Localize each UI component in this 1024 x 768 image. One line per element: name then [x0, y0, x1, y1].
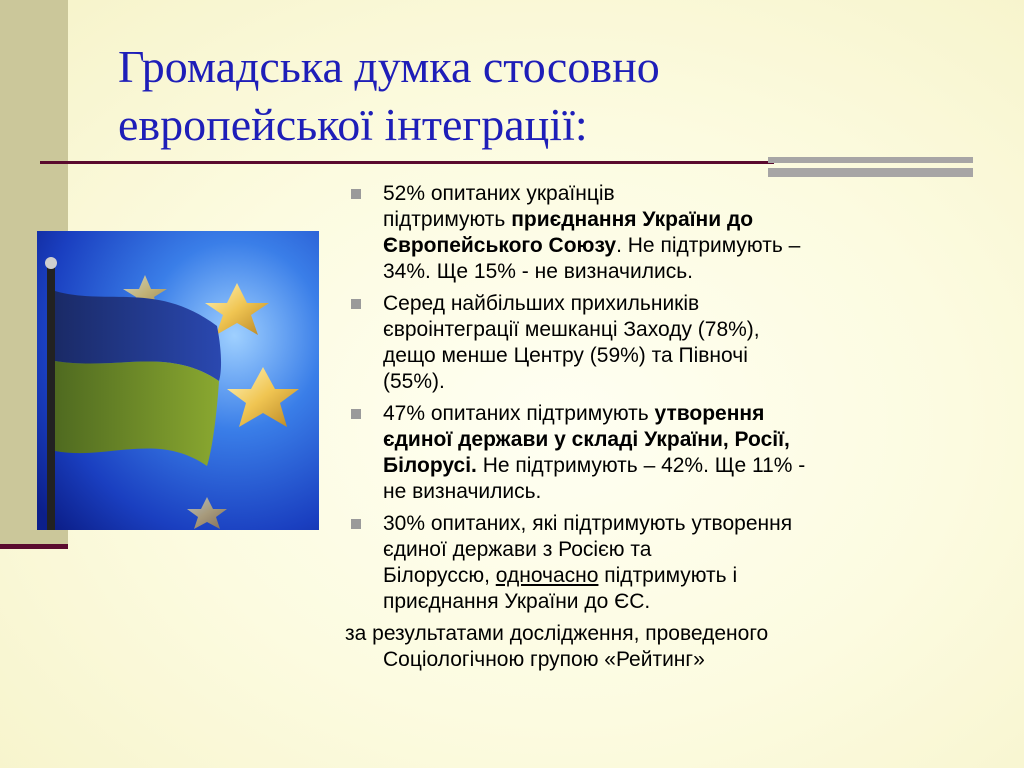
bullet-list — [345, 181, 975, 615]
bullet-square-icon — [351, 299, 361, 309]
bullet-item-1 — [345, 181, 975, 285]
emphasis-text: Білорусі. — [383, 454, 477, 477]
bullet-square-icon — [351, 189, 361, 199]
emphasis-text: утворення — [654, 402, 765, 425]
text-line: Серед найбільших прихильників — [383, 292, 700, 315]
text-line: 52% опитаних українців — [383, 182, 615, 205]
slide-title — [118, 38, 878, 154]
emphasis-text: Європейського Союзу — [383, 234, 617, 257]
title-divider-accent-top — [768, 157, 973, 163]
text-line: 30% опитаних, які підтримують утворення — [383, 512, 793, 535]
flag-pole — [47, 261, 55, 530]
source-line-1: за результатами дослідження, проведеного — [345, 622, 769, 645]
emphasis-text: приєднання України до — [511, 208, 754, 231]
text-line: євроінтеграції мешканці Заходу (78%), — [383, 318, 760, 341]
text-line: . Не підтримують – — [616, 234, 801, 257]
underlined-text: одночасно — [495, 564, 599, 587]
content-area — [345, 181, 975, 673]
text-line: підтримують і — [598, 564, 738, 587]
text-line: підтримують — [383, 208, 512, 231]
text-line: не визначились. — [383, 480, 542, 503]
title-divider-accent-bottom — [768, 168, 973, 177]
bullet-item-2 — [345, 291, 975, 395]
left-stripe-accent — [0, 544, 68, 549]
text-line: приєднання України до ЄС. — [383, 590, 651, 613]
text-line: Білоруссю, — [383, 564, 496, 587]
title-line-2: европейської інтеграції: — [118, 99, 588, 150]
text-line: дещо менше Центру (59%) та Півночі — [383, 344, 748, 367]
source-note — [345, 621, 975, 673]
text-line: (55%). — [383, 370, 445, 393]
bullet-item-3 — [345, 401, 975, 505]
bullet-square-icon — [351, 409, 361, 419]
source-line-2: Соціологічною групою «Рейтинг» — [383, 648, 705, 671]
text-line: єдиної держави з Росією та — [383, 538, 652, 561]
emphasis-text: єдиної держави у складі України, Росії, — [383, 428, 790, 451]
title-divider — [40, 161, 774, 164]
bullet-square-icon — [351, 519, 361, 529]
text-line: Не підтримують – 42%. Ще 11% - — [476, 454, 806, 477]
ukraine-flag-with-eu-stars-photo — [37, 231, 319, 530]
title-line-1: Громадська думка стосовно — [118, 41, 660, 92]
bullet-item-4 — [345, 511, 975, 615]
flag-pole-finial — [45, 257, 57, 269]
text-line: 34%. Ще 15% - не визначились. — [383, 260, 693, 283]
text-line: 47% опитаних підтримують — [383, 402, 655, 425]
